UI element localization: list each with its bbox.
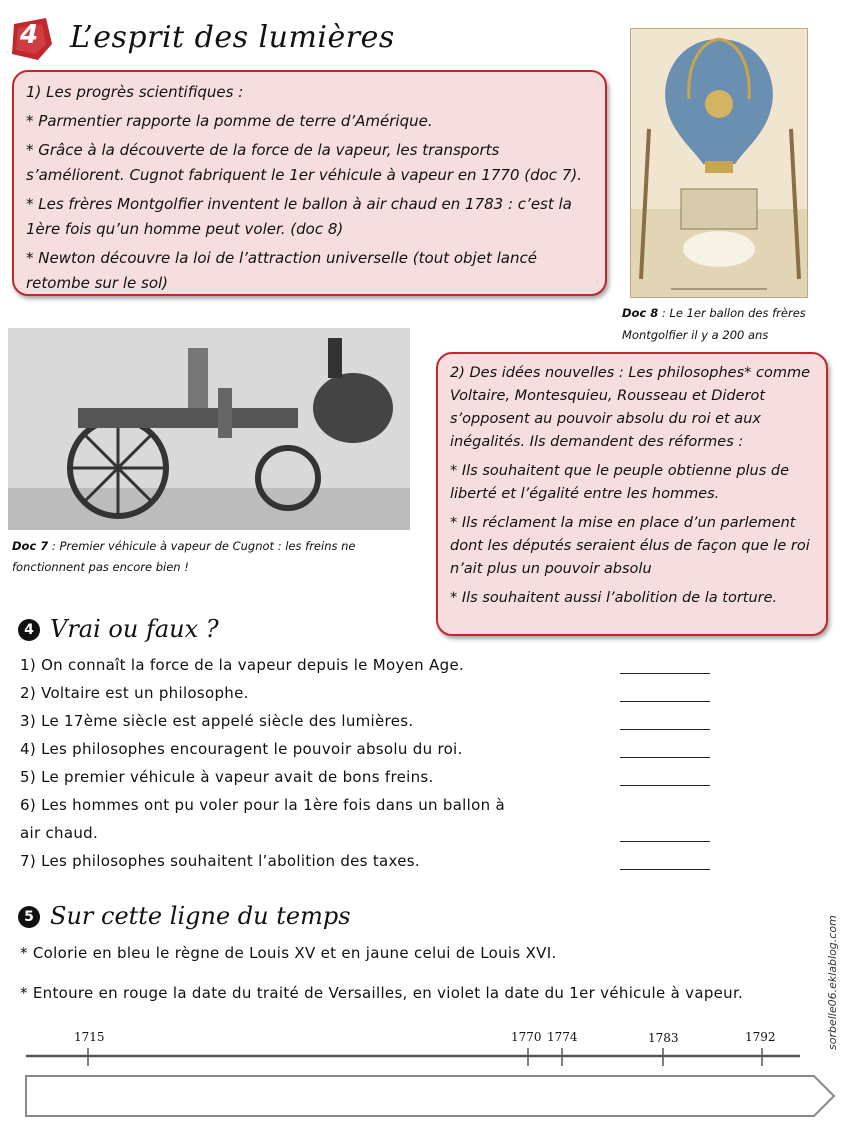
question-6: 6) Les hommes ont pu voler pour la 1ère fois dans un ballon à (20, 796, 505, 814)
answer-blank-7[interactable] (620, 868, 710, 870)
doc8-caption-text: : Le 1er ballon des frères Montgolfier il y a 200 ans (622, 306, 806, 342)
answer-blank-5[interactable] (620, 784, 710, 786)
doc8-label: Doc 8 (622, 306, 659, 320)
timeline (0, 1040, 848, 1130)
section4-title-text: Vrai ou faux ? (50, 615, 219, 643)
question-2: 2) Voltaire est un philosophe. (20, 684, 249, 702)
timeline-date-1783: 1783 (648, 1031, 679, 1045)
question-3: 3) Le 17ème siècle est appelé siècle des lumières. (20, 712, 414, 730)
side-credit: sorbelle06.eklablog.com (826, 915, 839, 1050)
chapter-number: 4 (20, 20, 39, 50)
section5-title (18, 902, 351, 930)
question-4: 4) Les philosophes encouragent le pouvoir absolu du roi. (20, 740, 463, 758)
doc8-caption (622, 302, 822, 346)
instruction-color: * Colorie en bleu le règne de Louis XV et en jaune celui de Louis XVI. (20, 944, 557, 962)
scientific-progress-box (12, 70, 607, 296)
timeline-date-1792: 1792 (745, 1030, 776, 1044)
box1-item: * Les frères Montgolfier inventent le ballon à air chaud en 1783 : c’est la 1ère fois qu’un homme peut voler. (doc 8) (26, 195, 572, 238)
answer-blank-6[interactable] (620, 840, 710, 842)
question-1: 1) On connaît la force de la vapeur depuis le Moyen Age. (20, 656, 465, 674)
section5-number: 5 (18, 906, 40, 928)
section4-title (18, 615, 219, 643)
doc7-caption (12, 536, 412, 578)
box2-item: * Ils souhaitent que le peuple obtienne plus de liberté et l’égalité entre les hommes. (450, 463, 790, 502)
box1-item: * Grâce à la découverte de la force de la vapeur, les transports s’améliorent. Cugnot fabriquent le 1er véhicule à vapeur en 1770 (doc 7). (26, 141, 582, 184)
doc7-caption-text: : Premier véhicule à vapeur de Cugnot : les freins ne fonctionnent pas encore bien ! (12, 539, 356, 574)
new-ideas-box (436, 352, 828, 636)
box1-item: * Newton découvre la loi de l’attraction universelle (tout objet lancé retombe sur le sol) (26, 249, 537, 292)
section5-title-text: Sur cette ligne du temps (50, 902, 351, 930)
box2-item: * Ils réclament la mise en place d’un parlement dont les députés seraient élus de façon que le roi n’ait plus un pouvoir absolu (450, 515, 810, 577)
timeline-date-1770: 1770 (511, 1030, 542, 1044)
question-7: 7) Les philosophes souhaitent l’abolition des taxes. (20, 852, 420, 870)
montgolfier-balloon-image (630, 28, 808, 298)
page-title: L’esprit des lumières (70, 20, 395, 55)
timeline-date-1715: 1715 (74, 1030, 105, 1044)
instruction-circle: * Entoure en rouge la date du traité de Versailles, en violet la date du 1er véhicule à vapeur. (20, 984, 744, 1002)
section4-number: 4 (18, 619, 40, 641)
box2-heading: 2) Des idées nouvelles : Les philosophes* comme Voltaire, Montesquieu, Rousseau et Diderot s’opposent au pouvoir absolu du roi et aux inégalités. Ils demandent des réformes : (450, 365, 811, 450)
question-6-continued: air chaud. (20, 824, 99, 842)
doc7-label: Doc 7 (12, 539, 49, 553)
answer-blank-4[interactable] (620, 756, 710, 758)
question-5: 5) Le premier véhicule à vapeur avait de bons freins. (20, 768, 434, 786)
box2-item: * Ils souhaitent aussi l’abolition de la torture. (450, 590, 778, 606)
timeline-date-1774: 1774 (547, 1030, 578, 1044)
answer-blank-1[interactable] (620, 672, 710, 674)
box1-heading: 1) Les progrès scientifiques : (26, 83, 244, 101)
box1-item: * Parmentier rapporte la pomme de terre d’Amérique. (26, 112, 433, 130)
answer-blank-2[interactable] (620, 700, 710, 702)
answer-blank-3[interactable] (620, 728, 710, 730)
timeline-arrow-band (26, 1076, 834, 1116)
cugnot-steam-vehicle-image (8, 328, 410, 530)
